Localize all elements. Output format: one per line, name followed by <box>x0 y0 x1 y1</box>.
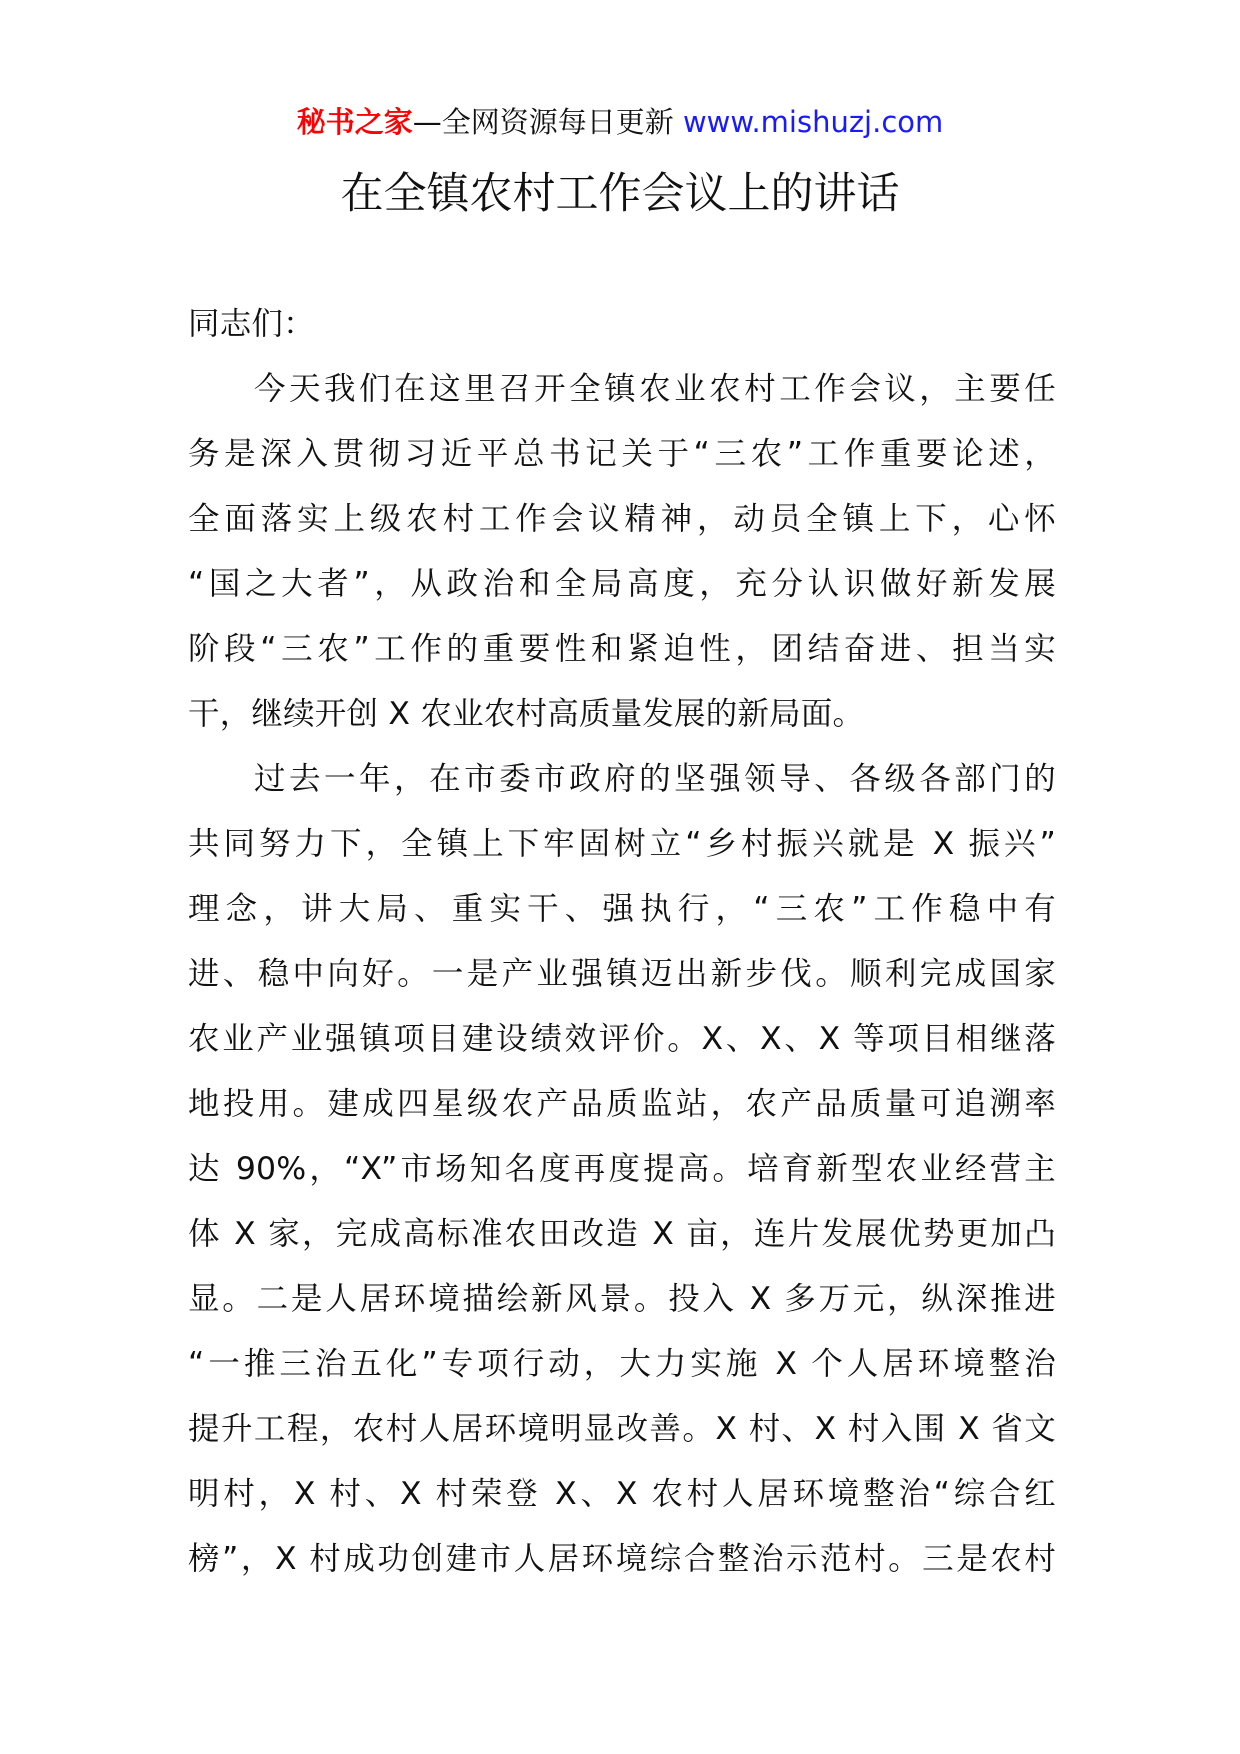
paragraph-1-line: 干，继续开创 X 农业农村高质量发展的新局面。 <box>188 696 865 732</box>
paragraph-2-line: 提升工程，农村人居环境明显改善。X 村、X 村入围 X 省文 <box>188 1411 1056 1447</box>
paragraph-2-line: 理念，讲大局、重实干、强执行，“三农”工作稳中有 <box>188 891 1056 927</box>
paragraph-2-line: 体 X 家，完成高标准农田改造 X 亩，连片发展优势更加凸 <box>188 1216 1056 1252</box>
paragraph-2-line: 共同努力下，全镇上下牢固树立“乡村振兴就是 X 振兴” <box>188 826 1056 862</box>
paragraph-2-line: 明村，X 村、X 村荣登 X、X 农村人居环境整治“综合红 <box>188 1476 1056 1512</box>
paragraph-1-line: 全面落实上级农村工作会议精神，动员全镇上下，心怀 <box>188 501 1056 537</box>
paragraph-1-line: “国之大者”，从政治和全局高度，充分认识做好新发展 <box>188 566 1056 602</box>
document-title: 在全镇农村工作会议上的讲话 <box>340 169 900 219</box>
header-tagline: —全网资源每日更新 <box>412 105 683 139</box>
paragraph-2-line: 进、稳中向好。一是产业强镇迈出新步伐。顺利完成国家 <box>188 956 1056 992</box>
paragraph-2-line: 农业产业强镇项目建设绩效评价。X、X、X 等项目相继落 <box>188 1021 1056 1057</box>
paragraph-2-line: 达 90%，“X”市场知名度再度提高。培育新型农业经营主 <box>188 1151 1056 1187</box>
paragraph-2-line: 过去一年，在市委市政府的坚强领导、各级各部门的 <box>254 761 1056 797</box>
document-body <box>188 292 1056 1592</box>
paragraph-2-line: 地投用。建成四星级农产品质监站，农产品质量可追溯率 <box>188 1086 1056 1122</box>
paragraph-1-line: 今天我们在这里召开全镇农业农村工作会议，主要任 <box>254 371 1056 407</box>
paragraph-2-line: “一推三治五化”专项行动，大力实施 X 个人居环境整治 <box>188 1346 1056 1382</box>
paragraph-1-line: 务是深入贯彻习近平总书记关于“三农”工作重要论述， <box>188 436 1056 472</box>
paragraph-2-line: 显。二是人居环境描绘新风景。投入 X 多万元，纵深推进 <box>188 1281 1056 1317</box>
paragraph-1-line: 阶段“三农”工作的重要性和紧迫性，团结奋进、担当实 <box>188 631 1056 667</box>
brand-name: 秘书之家 <box>296 105 413 139</box>
salutation: 同志们： <box>188 306 315 342</box>
paragraph-2-line: 榜”，X 村成功创建市人居环境综合整治示范村。三是农村 <box>188 1541 1056 1577</box>
site-url-link[interactable]: www.mishuzj.com <box>682 105 944 139</box>
site-header <box>0 100 1240 144</box>
